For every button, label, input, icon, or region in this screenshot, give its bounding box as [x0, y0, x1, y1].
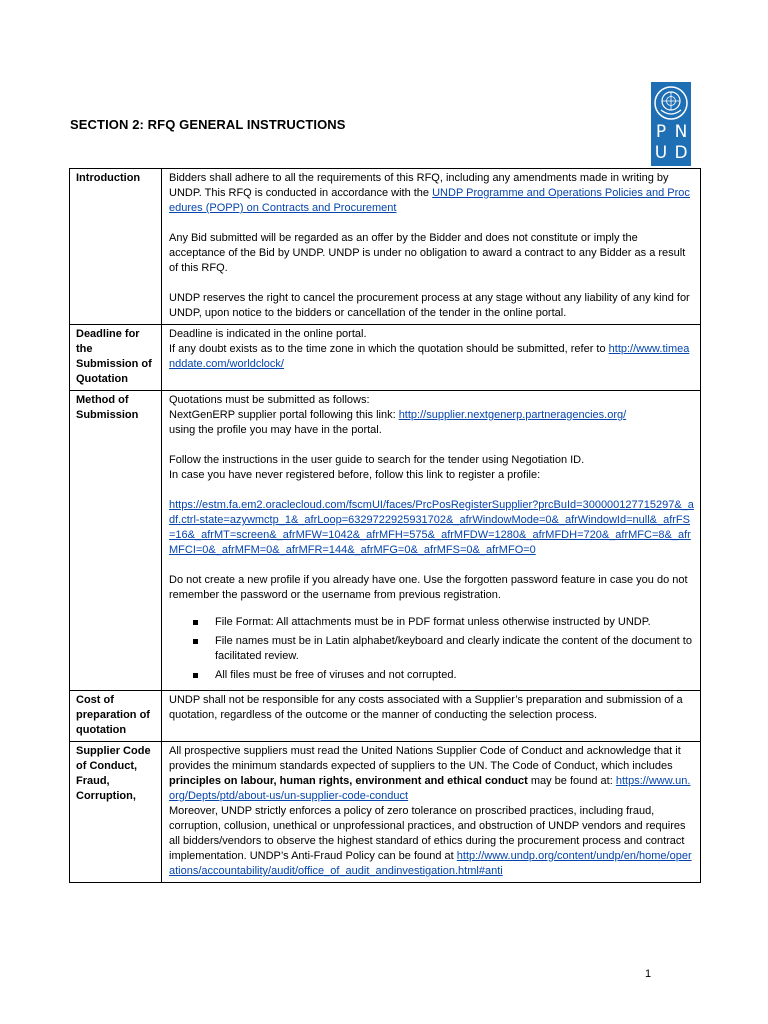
conduct-paragraph-1 — [169, 744, 695, 804]
row-label-introduction: Introduction — [70, 169, 162, 325]
intro-paragraph-1 — [169, 171, 695, 216]
conduct-text-b: may be found at: — [527, 775, 616, 787]
file-requirements-list — [169, 615, 695, 683]
deadline-line-1: Deadline is indicated in the online portal. — [169, 328, 367, 340]
register-profile-link[interactable]: https://estm.fa.em2.oraclecloud.com/fscmUI/faces/PrcPosRegisterSupplier?prcBuId=300000127715297&_adf.ctrl-state=azywmctp_1&_afrLoop=6329722925931702&_afrWindowMode=0&_afrWindowId=null&_afrFS=16&_afrMT=screen&_afrMFW=1042&_afrMFH=575&_afrMFDW=1280&_afrMFDH=720&_afrMFC=8&_afrMFCI=0&_afrMFM=0&_afrMFR=144&_afrMFG=0&_afrMFS=0&_afrMFO=0 — [169, 499, 694, 556]
method-register-paragraph — [169, 498, 695, 558]
intro-paragraph-2: Any Bid submitted will be regarded as an offer by the Bidder and does not constitute or imply the acceptance of the Bid by UNDP. UNDP is under no obligation to award a contract to any Bidder as a result of this RFQ. — [169, 232, 686, 274]
row-label-conduct: Supplier Code of Conduct, Fraud, Corruption, — [70, 742, 162, 883]
deadline-text: If any doubt exists as to the time zone in which the quotation should be submitted, refer to — [169, 343, 609, 355]
conduct-text-c: Moreover, UNDP strictly enforces a policy of zero tolerance on proscribed practices, including fraud, corruption, collusion, unethical or unprofessional practices, and obstruction of UNDP vendors and requires all bidders/vendors to observe the highest standard of ethics during the procurement process and contract implementation. UNDP’s Anti-Fraud Policy can be found at — [169, 805, 686, 862]
conduct-text-a: All prospective suppliers must read the United Nations Supplier Code of Conduct and acknowledge that it provides the minimum standards expected of suppliers to the UN. The Code of Conduct, which includes — [169, 745, 681, 772]
page-number: 1 — [645, 968, 652, 980]
table-row-method — [70, 391, 701, 691]
row-label-method: Method of Submission — [70, 391, 162, 691]
worldclock-link[interactable]: http://www.timeanddate.com/worldclock/ — [169, 343, 690, 370]
section-title: SECTION 2: RFQ GENERAL INSTRUCTIONS — [70, 117, 346, 132]
method-line-1: Quotations must be submitted as follows: — [169, 394, 370, 406]
un-emblem-icon — [653, 85, 689, 121]
method-portal-text: NextGenERP supplier portal following this link: — [169, 409, 399, 421]
intro-text: Bidders shall adhere to all the requirements of this RFQ, including any amendments made in writing by UNDP. This RFQ is conducted in accordance with the — [169, 172, 669, 199]
row-label-deadline: Deadline for the Submission of Quotation — [70, 325, 162, 391]
conduct-paragraph-2 — [169, 804, 695, 879]
table-row-introduction — [70, 169, 701, 325]
anti-fraud-policy-link[interactable]: http://www.undp.org/content/undp/en/home/operations/accountability/audit/office_of_audit_andinvestigation.html#anti — [169, 850, 692, 877]
table-row-deadline — [70, 325, 701, 391]
row-content-method — [162, 391, 701, 691]
supplier-portal-link[interactable]: http://supplier.nextgenerp.partneragencies.org/ — [398, 409, 627, 421]
method-instructions-line-2: In case you have never registered before, follow this link to register a profile: — [169, 469, 541, 481]
rfq-instructions-table — [69, 168, 701, 883]
logo-letters — [651, 122, 691, 164]
method-instructions-line-1: Follow the instructions in the user guide to search for the tender using Negotiation ID. — [169, 454, 585, 466]
logo-letter-u: U — [654, 143, 668, 163]
list-item: All files must be free of viruses and not corrupted. — [215, 668, 695, 683]
logo-letter-n: N — [674, 122, 688, 142]
method-profile-note: Do not create a new profile if you already have one. Use the forgotten password feature in case you do not remember the password or the username from previous registration. — [169, 574, 688, 601]
conduct-principles-text: principles on labour, human rights, environment and ethical conduct — [169, 775, 528, 787]
supplier-code-link[interactable]: https://www.un.org/Depts/ptd/about-us/un-supplier-code-conduct — [169, 775, 691, 802]
table-row-cost — [70, 691, 701, 742]
row-content-conduct — [162, 742, 701, 883]
popp-link[interactable]: UNDP Programme and Operations Policies and Procedures (POPP) on Contracts and Procurement — [169, 187, 690, 214]
method-line-3: using the profile you may have in the portal. — [169, 424, 382, 436]
cost-paragraph: UNDP shall not be responsible for any costs associated with a Supplier’s preparation and submission of a quotation, regardless of the outcome or the manner of conducting the selection process. — [169, 694, 683, 721]
row-content-introduction — [162, 169, 701, 325]
intro-paragraph-3: UNDP reserves the right to cancel the procurement process at any stage without any liability of any kind for UNDP, upon notice to the bidders or cancellation of the tender in the online portal. — [169, 292, 690, 319]
row-content-cost — [162, 691, 701, 742]
list-item: File Format: All attachments must be in PDF format unless otherwise instructed by UNDP. — [215, 615, 695, 630]
deadline-line-2 — [169, 342, 695, 372]
logo-letter-p: P — [655, 122, 667, 142]
row-content-deadline — [162, 325, 701, 391]
logo-letter-d: D — [674, 143, 688, 163]
table-row-conduct — [70, 742, 701, 883]
method-line-2 — [169, 408, 695, 423]
row-label-cost: Cost of preparation of quotation — [70, 691, 162, 742]
undp-logo — [651, 82, 691, 166]
list-item: File names must be in Latin alphabet/keyboard and clearly indicate the content of the document to facilitated review. — [215, 634, 695, 664]
